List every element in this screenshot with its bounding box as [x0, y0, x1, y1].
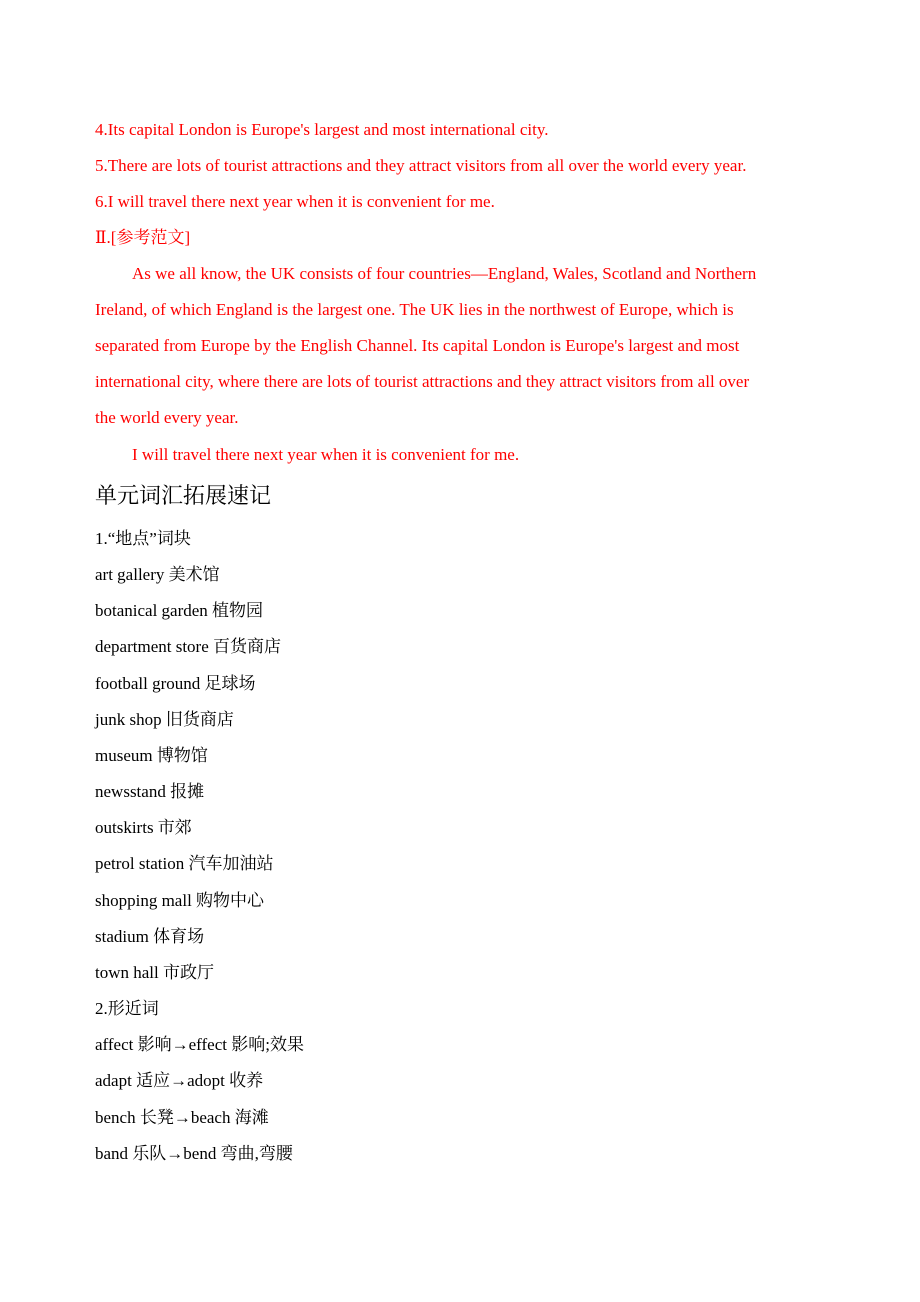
vocab-item: adapt 适应→adopt 收养: [95, 1071, 264, 1090]
vocab-item: affect 影响→effect 影响;效果: [95, 1035, 304, 1054]
vocab-item: art gallery 美术馆: [95, 565, 220, 584]
essay-line: international city, where there are lots of tourist attractions and they attract visitors from all over: [95, 372, 750, 391]
answer-line-5: 5.There are lots of tourist attractions and they attract visitors from all over the world every year.: [95, 156, 747, 175]
vocab-item: botanical garden 植物园: [95, 601, 264, 620]
vocab-item: department store 百货商店: [95, 637, 282, 656]
essay-line: the world every year.: [95, 408, 239, 427]
vocab-group-1-label: 1.“地点”词块: [95, 529, 191, 548]
answer-line-6: 6.I will travel there next year when it is convenient for me.: [95, 192, 495, 211]
vocab-item: museum 博物馆: [95, 746, 208, 765]
answer-line-4: 4.Its capital London is Europe's largest and most international city.: [95, 120, 549, 139]
vocab-item: band 乐队→bend 弯曲,弯腰: [95, 1144, 293, 1163]
vocab-item: bench 长凳→beach 海滩: [95, 1108, 269, 1127]
vocab-item: stadium 体育场: [95, 927, 205, 946]
vocab-group-2-label: 2.形近词: [95, 999, 159, 1018]
essay-closing: I will travel there next year when it is convenient for me.: [132, 445, 520, 464]
vocab-item: newsstand 报摊: [95, 782, 205, 801]
vocab-item: petrol station 汽车加油站: [95, 854, 274, 873]
essay-line: Ireland, of which England is the largest one. The UK lies in the northwest of Europe, which is: [95, 300, 734, 319]
vocab-section-title: 单元词汇拓展速记: [95, 484, 272, 509]
essay-line: As we all know, the UK consists of four countries—England, Wales, Scotland and Northern: [132, 264, 757, 283]
vocab-item: shopping mall 购物中心: [95, 891, 265, 910]
section-2-label: Ⅱ.[参考范文]: [95, 228, 191, 247]
vocab-item: football ground 足球场: [95, 674, 256, 693]
vocab-item: junk shop 旧货商店: [95, 710, 234, 729]
essay-line: separated from Europe by the English Channel. Its capital London is Europe's largest and most: [95, 336, 740, 355]
vocab-item: town hall 市政厅: [95, 963, 214, 982]
vocab-item: outskirts 市郊: [95, 818, 192, 837]
